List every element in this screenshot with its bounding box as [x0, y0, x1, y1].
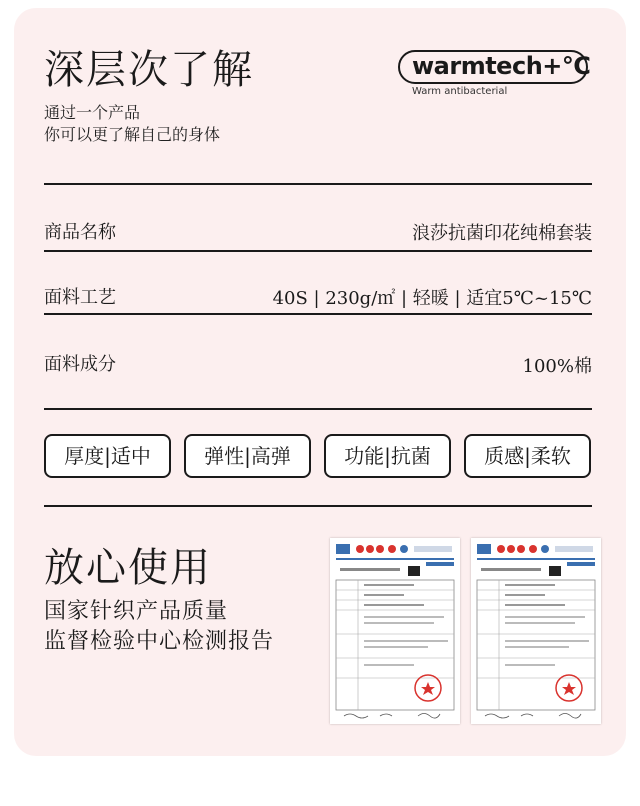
divider	[44, 250, 592, 252]
assurance-line-1: 国家针织产品质量	[44, 599, 229, 624]
divider	[44, 183, 592, 185]
tag-elasticity: 弹性|高弹	[184, 434, 311, 478]
divider	[44, 313, 592, 315]
logo-text: warmtech+℃	[412, 52, 591, 80]
assurance-line-2: 监督检验中心检测报告	[44, 629, 275, 654]
divider	[44, 408, 592, 410]
spec-value-fabric-process: 40S | 230g/㎡ | 轻暖 | 适宜5℃~15℃	[272, 288, 592, 309]
test-report-image-2	[471, 538, 601, 724]
assurance-title: 放心使用	[44, 545, 212, 591]
tag-function: 功能|抗菌	[324, 434, 451, 478]
subtitle-line-2: 你可以更了解自己的身体	[44, 125, 221, 144]
spec-value-product-name: 浪莎抗菌印花纯棉套装	[412, 223, 592, 244]
tag-thickness: 厚度|适中	[44, 434, 171, 478]
test-report-image-1	[330, 538, 460, 724]
logo-tagline: Warm antibacterial	[412, 86, 508, 97]
spec-label-fabric-process: 面料工艺	[44, 287, 116, 308]
spec-label-fabric-composition: 面料成分	[44, 354, 116, 375]
report-document-icon	[330, 538, 460, 724]
warmtech-logo	[398, 50, 594, 100]
subtitle-line-1: 通过一个产品	[44, 103, 141, 122]
page-title: 深层次了解	[44, 47, 254, 93]
spec-label-product-name: 商品名称	[44, 222, 116, 243]
divider	[44, 505, 592, 507]
report-document-icon	[471, 538, 601, 724]
spec-value-fabric-composition: 100%棉	[522, 356, 592, 377]
tag-texture: 质感|柔软	[464, 434, 591, 478]
